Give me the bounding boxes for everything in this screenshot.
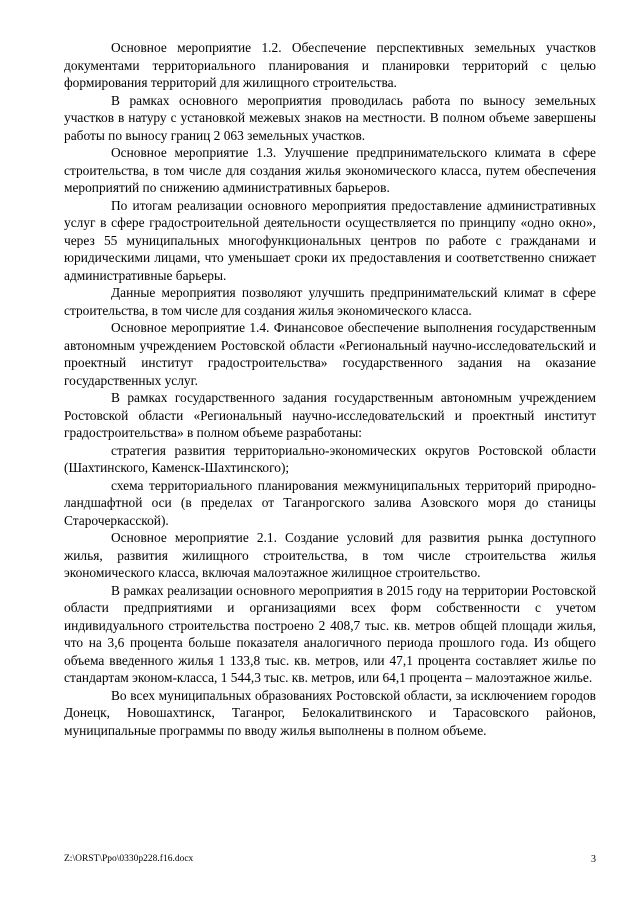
paragraph-7: В рамках государственного задания государственным автономным учреждением Ростовской области «Региональный научно-исследовательский и проектный институт градостроительства» в полном объеме разработаны:	[64, 390, 596, 440]
paragraph-1: Основное мероприятие 1.2. Обеспечение перспективных земельных участков документами территориального планирования и планировки территорий с целью формирования территорий для жилищного строительства.	[64, 40, 596, 90]
paragraph-8: стратегия развития территориально-экономических округов Ростовской области (Шахтинского, Каменск-Шахтинского);	[64, 442, 596, 475]
paragraph-5: Данные мероприятия позволяют улучшить предпринимательский климат в сфере строительства, в том числе для создания жилья экономического класса.	[64, 285, 596, 318]
footer-file-path: Z:\ORST\Ppo\0330p228.f16.docx	[64, 854, 194, 864]
paragraph-3: Основное мероприятие 1.3. Улучшение предпринимательского климата в сфере строительства, в том числе для создания жилья экономического класса, путем обеспечения мероприятий по снижению административных барьеров.	[64, 145, 596, 195]
paragraph-11: В рамках реализации основного мероприятия в 2015 году на территории Ростовской области предприятиями и организациями всех форм собственности с учетом индивидуального строительства построено 2 408,7 тыс. кв. метров общей площади жилья, что на 3,6 процента больше показателя аналогичного периода прошлого года. Из общего объема введенного жилья 1 133,8 тыс. кв. метров, или 47,1 процента составляет жилье по стандартам эконом-класса, 1 544,3 тыс. кв. метров, или 64,1 процента – малоэтажное жилье.	[64, 582, 596, 685]
document-body	[64, 39, 596, 739]
paragraph-2: В рамках основного мероприятия проводилась работа по выносу земельных участков в натуру с установкой межевых знаков на местности. В полном объеме завершены работы по выносу границ 2 063 земельных участков.	[64, 92, 596, 143]
paragraph-4: По итогам реализации основного мероприятия предоставление административных услуг в сфере градостроительной деятельности осуществляется по принципу «одно окно», через 55 муниципальных многофункциональных центров по работе с гражданами и юридическими лицами, что уменьшает сроки их предоставления и соответственно снижает административные барьеры.	[64, 197, 596, 283]
paragraph-9: схема территориального планирования межмуниципальных территорий природно-ландшафтной оси (в пределах от Таганрогского залива Азовского моря до станицы Старочеркасской).	[64, 477, 596, 528]
paragraph-10: Основное мероприятие 2.1. Создание условий для развития рынка доступного жилья, развития жилищного строительства, в том числе строительства жилья экономического класса, включая малоэтажное жилищное строительство.	[64, 530, 596, 580]
page-number: 3	[591, 854, 596, 865]
paragraph-12: Во всех муниципальных образованиях Ростовской области, за исключением городов Донецк, Новошахтинск, Таганрог, Белокалитвинского и Тарасовского районов, муниципальные программы по вводу жилья выполнены в полном объеме.	[64, 687, 596, 738]
paragraph-6: Основное мероприятие 1.4. Финансовое обеспечение выполнения государственным автономным учреждением Ростовской области «Региональный научно-исследовательский и проектный институт градостроительства» государственного задания на оказание государственных услуг.	[64, 320, 596, 388]
